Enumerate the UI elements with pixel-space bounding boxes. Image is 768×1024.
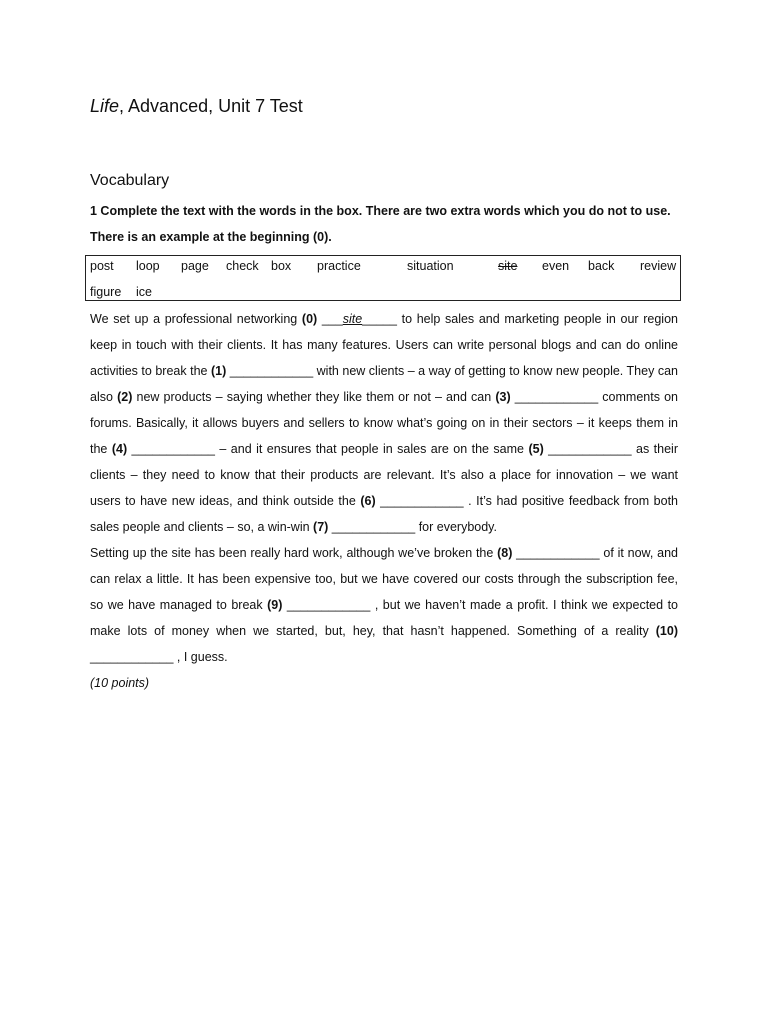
passage-text: ____________ comments on forums. Basically, it allows buyers and sellers to know what’s going on in their sectors – it keeps them in the bbox=[90, 390, 678, 456]
gap-number-9: (9) bbox=[267, 598, 283, 612]
word-box-item: review bbox=[640, 259, 677, 273]
gap-blank: ___ bbox=[317, 312, 343, 326]
word-box-item: post bbox=[90, 259, 114, 273]
gap-number-0: (0) bbox=[301, 312, 318, 326]
passage-text: Setting up the site has been really hard work, although we’ve broken the bbox=[90, 546, 498, 560]
gap-number-4: (4) bbox=[111, 442, 128, 456]
points-label: (10 points) bbox=[90, 676, 150, 690]
passage-text: ____________ – and it ensures that people in sales are on the same bbox=[127, 442, 529, 456]
word-box-item-example: site bbox=[498, 259, 518, 273]
word-box-item: ice bbox=[136, 285, 152, 299]
word-box-item: figure bbox=[90, 285, 122, 299]
gap-number-1: (1) bbox=[210, 364, 227, 378]
word-box bbox=[85, 255, 681, 301]
passage-text: ____________ as their clients – they need to know that their products are relevant. It’s also a place for innovation – we want users to have new ideas, and think outside the bbox=[90, 442, 678, 508]
passage-paragraph-2 bbox=[90, 540, 678, 670]
title-book-name: Life bbox=[90, 96, 120, 116]
word-box-item: even bbox=[542, 259, 570, 273]
passage-paragraph-1 bbox=[90, 306, 678, 540]
passage-text: ____________ , I guess. bbox=[90, 650, 228, 664]
example-answer: site bbox=[342, 312, 363, 326]
gap-number-5: (5) bbox=[528, 442, 544, 456]
title-unit: , Advanced, Unit 7 Test bbox=[119, 96, 303, 116]
gap-number-7: (7) bbox=[313, 520, 329, 534]
word-box-item: practice bbox=[317, 259, 361, 273]
exercise-passage bbox=[90, 306, 678, 670]
word-box-item: box bbox=[271, 259, 292, 273]
gap-number-3: (3) bbox=[495, 390, 511, 404]
passage-text: to help sales and marketing people in our region keep in touch with their clients. It has many features. Users can write personal blogs and can do online activities to break the bbox=[90, 312, 678, 378]
gap-number-10: (10) bbox=[655, 624, 678, 638]
passage-text: ____________ of it now, and can relax a little. It has been expensive too, but we have covered our costs through the subscription fee, so we have managed to break bbox=[90, 546, 678, 612]
gap-number-2: (2) bbox=[117, 390, 133, 404]
word-box-item: loop bbox=[136, 259, 160, 273]
exercise-instruction: 1 Complete the text with the words in the box. There are two extra words which you do not to use. There is an example at the beginning (0). bbox=[90, 204, 671, 244]
word-box-item: page bbox=[181, 259, 209, 273]
passage-text: ____________ with new clients – a way of getting to know new people. They can also bbox=[90, 364, 678, 404]
passage-text: ____________ for everybody. bbox=[328, 520, 497, 534]
passage-text: new products – saying whether they like them or not – and can bbox=[132, 390, 496, 404]
passage-text: We set up a professional networking bbox=[90, 312, 302, 326]
word-box-item: back bbox=[588, 259, 615, 273]
word-box-item: situation bbox=[407, 259, 454, 273]
gap-number-6: (6) bbox=[360, 494, 376, 508]
gap-blank: _____ bbox=[362, 312, 397, 326]
gap-number-8: (8) bbox=[497, 546, 513, 560]
passage-text: ____________ . It’s had positive feedback from both sales people and clients – so, a win-win bbox=[90, 494, 678, 534]
passage-text: ____________ , but we haven’t made a profit. I think we expected to make lots of money when we started, but, hey, that hasn’t happened. Something of a reality bbox=[90, 598, 678, 638]
section-heading: Vocabulary bbox=[90, 172, 170, 189]
word-box-item: check bbox=[226, 259, 259, 273]
document-title bbox=[90, 94, 303, 118]
